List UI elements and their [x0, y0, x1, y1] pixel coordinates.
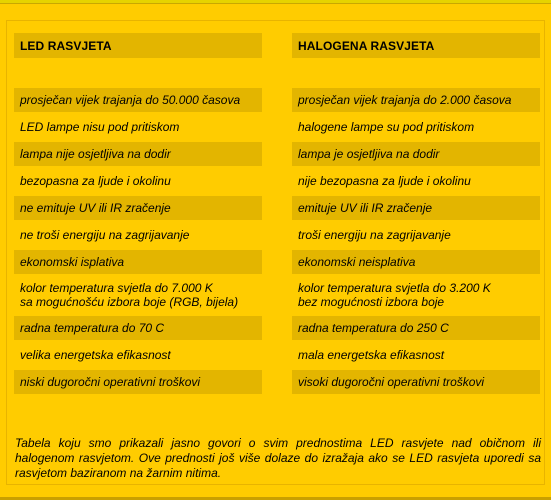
halogen-row-10: mala energetska efikasnost	[298, 348, 445, 362]
halogen-row-5: emituje UV ili IR zračenje	[292, 196, 540, 220]
halogen-row-11: visoki dugoročni operativni troškovi	[292, 370, 540, 394]
led-row-1: prosječan vijek trajanja do 50.000 časova	[14, 88, 262, 112]
halogen-row-6: troši energiju na zagrijavanje	[298, 228, 451, 242]
halogen-row-8: kolor temperatura svjetla do 3.200 K bez mogućnosti izbora boje	[298, 281, 491, 309]
led-row-11: niski dugoročni operativni troškovi	[14, 370, 262, 394]
halogen-row-1: prosječan vijek trajanja do 2.000 časova	[292, 88, 540, 112]
led-row-4: bezopasna za ljude i okolinu	[20, 174, 171, 188]
led-row-3: lampa nije osjetljiva na dodir	[14, 142, 262, 166]
led-row-8: kolor temperatura svjetla do 7.000 K sa mogućnošću izbora boje (RGB, bijela)	[20, 281, 239, 309]
halogen-row-3: lampa je osjetljiva na dodir	[292, 142, 540, 166]
halogen-row-9: radna temperatura do 250 C	[292, 316, 540, 340]
led-row-9: radna temperatura do 70 C	[14, 316, 262, 340]
halogen-header: HALOGENA RASVJETA	[292, 33, 540, 58]
led-row-10: velika energetska efikasnost	[20, 348, 171, 362]
led-row-7: ekonomski isplativa	[14, 250, 262, 274]
halogen-row-7: ekonomski neisplativa	[292, 250, 540, 274]
led-row-2: LED lampe nisu pod pritiskom	[20, 120, 180, 134]
led-header: LED RASVJETA	[14, 33, 262, 58]
led-row-5: ne emituje UV ili IR zračenje	[14, 196, 262, 220]
top-border	[0, 0, 551, 4]
summary-note: Tabela koju smo prikazali jasno govori o svim prednostima LED rasvjete nad običnom ili halogenom rasvjetom. Ove prednosti još više dolaze do izražaja ako se LED rasvjeta uporedi sa rasvjetom baziranom na žarnim nitima.	[15, 436, 541, 480]
halogen-row-2: halogene lampe su pod pritiskom	[298, 120, 475, 134]
halogen-row-4: nije bezopasna za ljude i okolinu	[298, 174, 471, 188]
led-row-6: ne troši energiju na zagrijavanje	[20, 228, 190, 242]
